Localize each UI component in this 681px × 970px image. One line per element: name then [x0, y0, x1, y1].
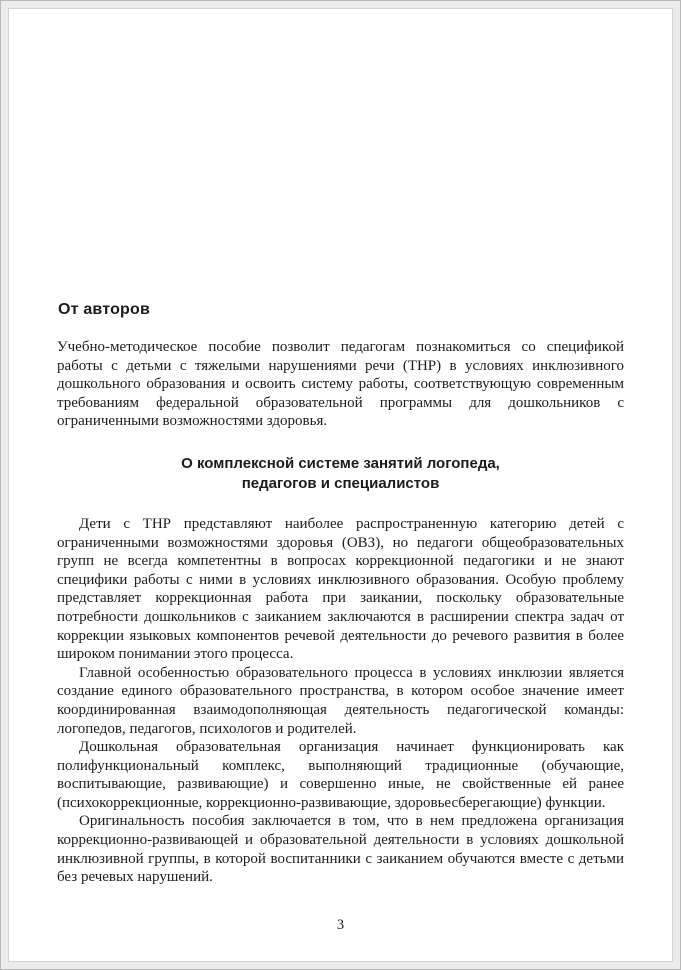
- page-number: 3: [336, 917, 345, 933]
- subheading-line-2: педагогов и специалистов: [241, 474, 440, 492]
- chapter-subheading: [57, 454, 624, 494]
- body-paragraph: Главной особенностью образовательного процесса в условиях инклюзии является создание единого образовательного пространства, в котором особое значение имеет координированная взаимодополняющая деятельность педагогической команды: логопедов, педагогов, психологов и родителей.: [57, 664, 624, 737]
- body-paragraph: Дошкольная образовательная организация начинает функционировать как полифункциональный комплекс, выполняющий традиционные (обучающие, воспитывающие, развивающие) и совершенно иные, не свойственные ей ранее (психокоррекционные, коррекционно-развивающие, здоровьесберегающие) функции.: [57, 739, 624, 811]
- body-paragraph: Дети с ТНР представляют наиболее распространенную категорию детей с ограниченными возможностями здоровья (ОВЗ), но педагоги общеобразовательных групп не всегда компетентны в вопросах коррекционной педагогики и не знают специфики работы с ними в условиях инклюзивного образования. Особую проблему представляет коррекционная работа при заикании, поскольку образовательные потребности дошкольников с заиканием заключаются в расширении спектра задач от коррекции языковых компонентов речевой деятельности до речевого развития в более широком понимании этого процесса.: [57, 515, 624, 663]
- section-heading: От авторов: [58, 301, 151, 318]
- subheading-line-1: О комплексной системе занятий логопеда,: [181, 454, 500, 472]
- page-sheet: [8, 8, 673, 962]
- intro-paragraph: Учебно-методическое пособие позволит педагогам познакомиться со спецификой работы с детьми с тяжелыми нарушениями речи (ТНР) в условиях инклюзивного дошкольного образования и освоить систему работы, соответствующую современным требованиям федеральной образовательной программы для дошкольников с ограниченными возможностями здоровья.: [57, 339, 624, 430]
- body-paragraph: Оригинальность пособия заключается в том, что в нем предложена организация коррекционно-развивающей и образовательной деятельности в условиях дошкольной инклюзивной группы, в которой воспитанники с заиканием обучаются вместе с детьми без речевых нарушений.: [57, 813, 624, 886]
